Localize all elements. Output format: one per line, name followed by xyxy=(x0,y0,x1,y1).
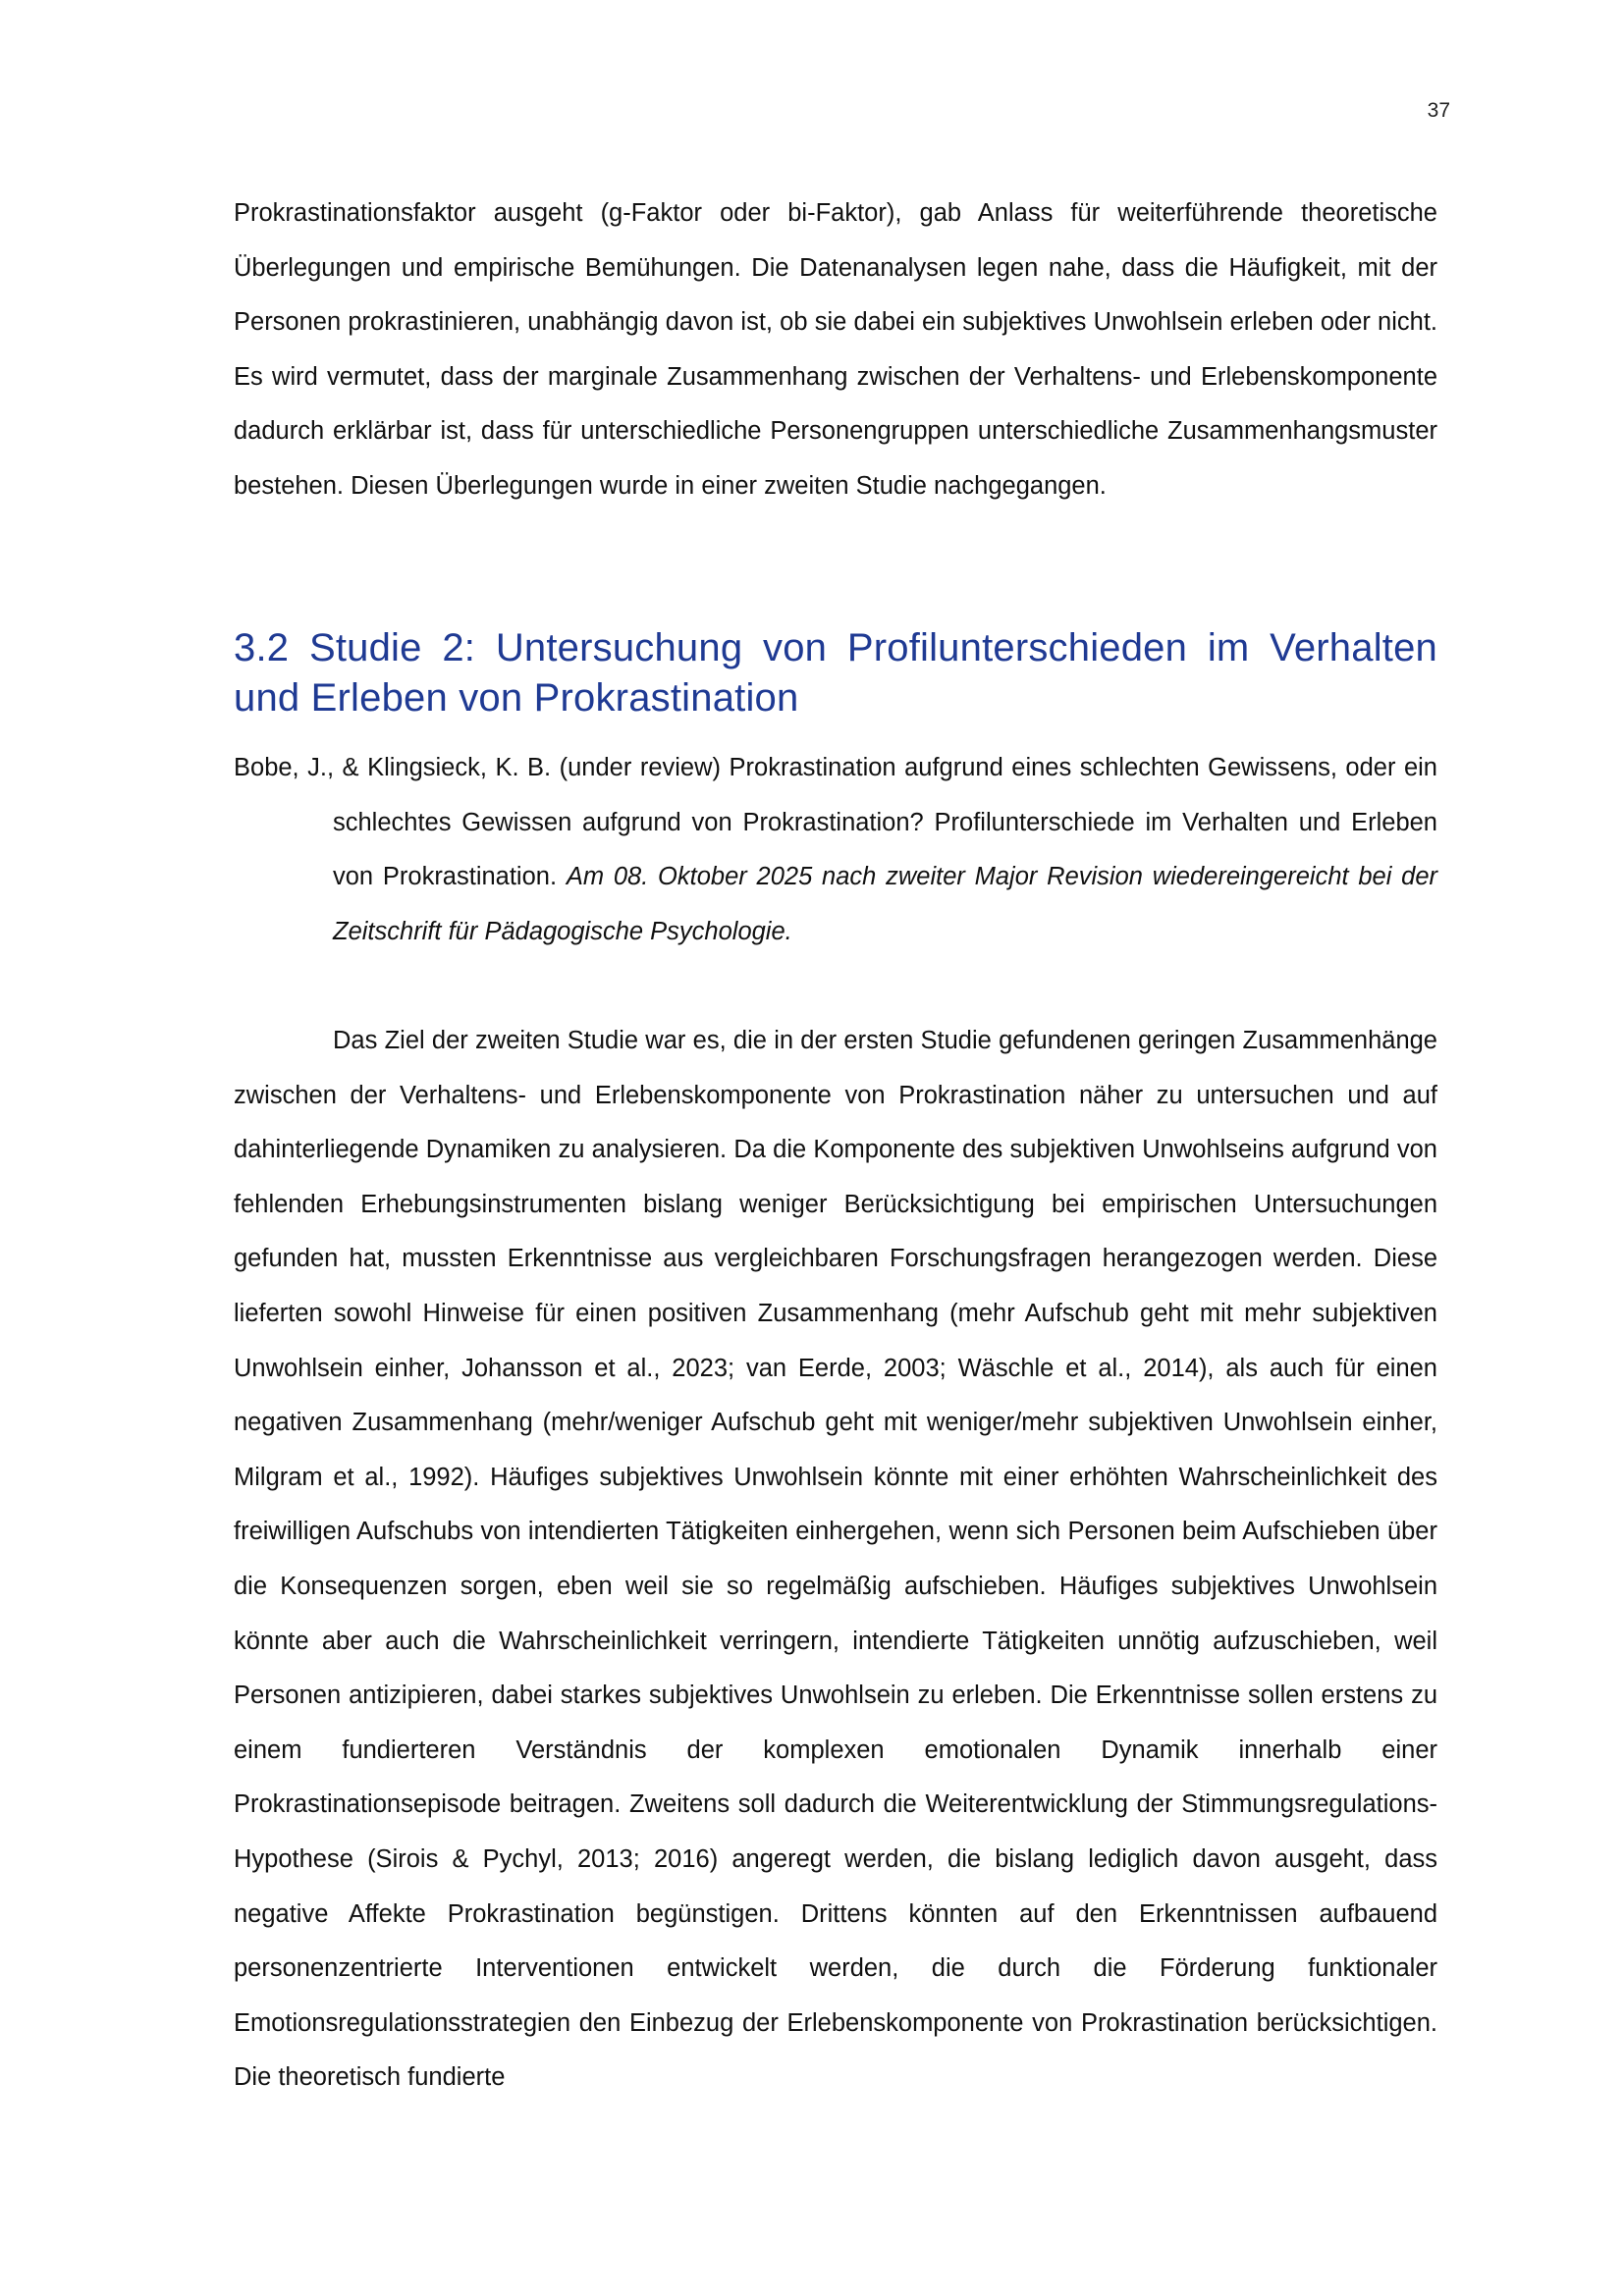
body-paragraph: Das Ziel der zweiten Studie war es, die in der ersten Studie gefundenen geringen Zusammenhänge zwischen der Verhaltens- und Erlebenskomponente von Prokrastination näher zu untersuchen und auf dahinterliegende Dynamiken zu analysieren. Da die Komponente des subjektiven Unwohlseins aufgrund von fehlenden Erhebungsinstrumenten bislang weniger Berücksichtigung bei empirischen Untersuchungen gefunden hat, mussten Erkenntnisse aus vergleichbaren Forschungsfragen herangezogen werden. Diese lieferten sowohl Hinweise für einen positiven Zusammenhang (mehr Aufschub geht mit mehr subjektiven Unwohlsein einher, Johansson et al., 2023; van Eerde, 2003; Wäschle et al., 2014), als auch für einen negativen Zusammenhang (mehr/weniger Aufschub geht mit weniger/mehr subjektiven Unwohlsein einher, Milgram et al., 1992). Häufiges subjektives Unwohlsein könnte mit einer erhöhten Wahrscheinlichkeit des freiwilligen Aufschubs von intendierten Tätigkeiten einhergehen, wenn sich Personen beim Aufschieben über die Konsequenzen sorgen, eben weil sie so regelmäßig aufschieben. Häufiges subjektives Unwohlsein könnte aber auch die Wahrscheinlichkeit verringern, intendierte Tätigkeiten unnötig aufzuschieben, weil Personen antizipieren, dabei starkes subjektives Unwohlsein zu erleben. Die Erkenntnisse sollen erstens zu einem fundierteren Verständnis der komplexen emotionalen Dynamik innerhalb einer Prokrastinationsepisode beitragen. Zweitens soll dadurch die Weiterentwicklung der Stimmungsregulations-Hypothese (Sirois & Pychyl, 2013; 2016) angeregt werden, die bislang lediglich davon ausgeht, dass negative Affekte Prokrastination begünstigen. Drittens könnten auf den Erkenntnissen aufbauend personenzentrierte Interventionen entwickelt werden, die durch die Förderung funktionaler Emotionsregulationsstrategien den Einbezug der Erlebenskomponente von Prokrastination berücksichtigen. Die theoretisch fundierte xyxy=(234,1027,1437,2092)
page-number: 37 xyxy=(1427,99,1450,122)
reference-entry xyxy=(234,741,1437,959)
reference-citation: Bobe, J., & Klingsieck, K. B. (under review) Prokrastination aufgrund eines schlechten Gewissens, oder ein schlechtes Gewissen aufgrund von Prokrastination? Profilunterschiede im Verhalten und Erleben von Prokrastination. xyxy=(234,754,1437,891)
section-heading: 3.2 Studie 2: Untersuchung von Profilunterschieden im Verhalten und Erleben von Prokrastination xyxy=(234,626,1437,720)
intro-paragraph: Prokrastinationsfaktor ausgeht (g-Faktor oder bi-Faktor), gab Anlass für weiterführende theoretische Überlegungen und empirische Bemühungen. Die Datenanalysen legen nahe, dass die Häufigkeit, mit der Personen prokrastinieren, unabhängig davon ist, ob sie dabei ein subjektives Unwohlsein erleben oder nicht. Es wird vermutet, dass der marginale Zusammenhang zwischen der Verhaltens- und Erlebenskomponente dadurch erklärbar ist, dass für unterschiedliche Personengruppen unterschiedliche Zusammenhangsmuster bestehen. Diesen Überlegungen wurde in einer zweiten Studie nachgegangen. xyxy=(234,199,1437,500)
reference-submission-note: Am 08. Oktober 2025 nach zweiter Major Revision wiedereingereicht bei der Zeitschrift für Pädagogische Psychologie. xyxy=(333,863,1438,945)
